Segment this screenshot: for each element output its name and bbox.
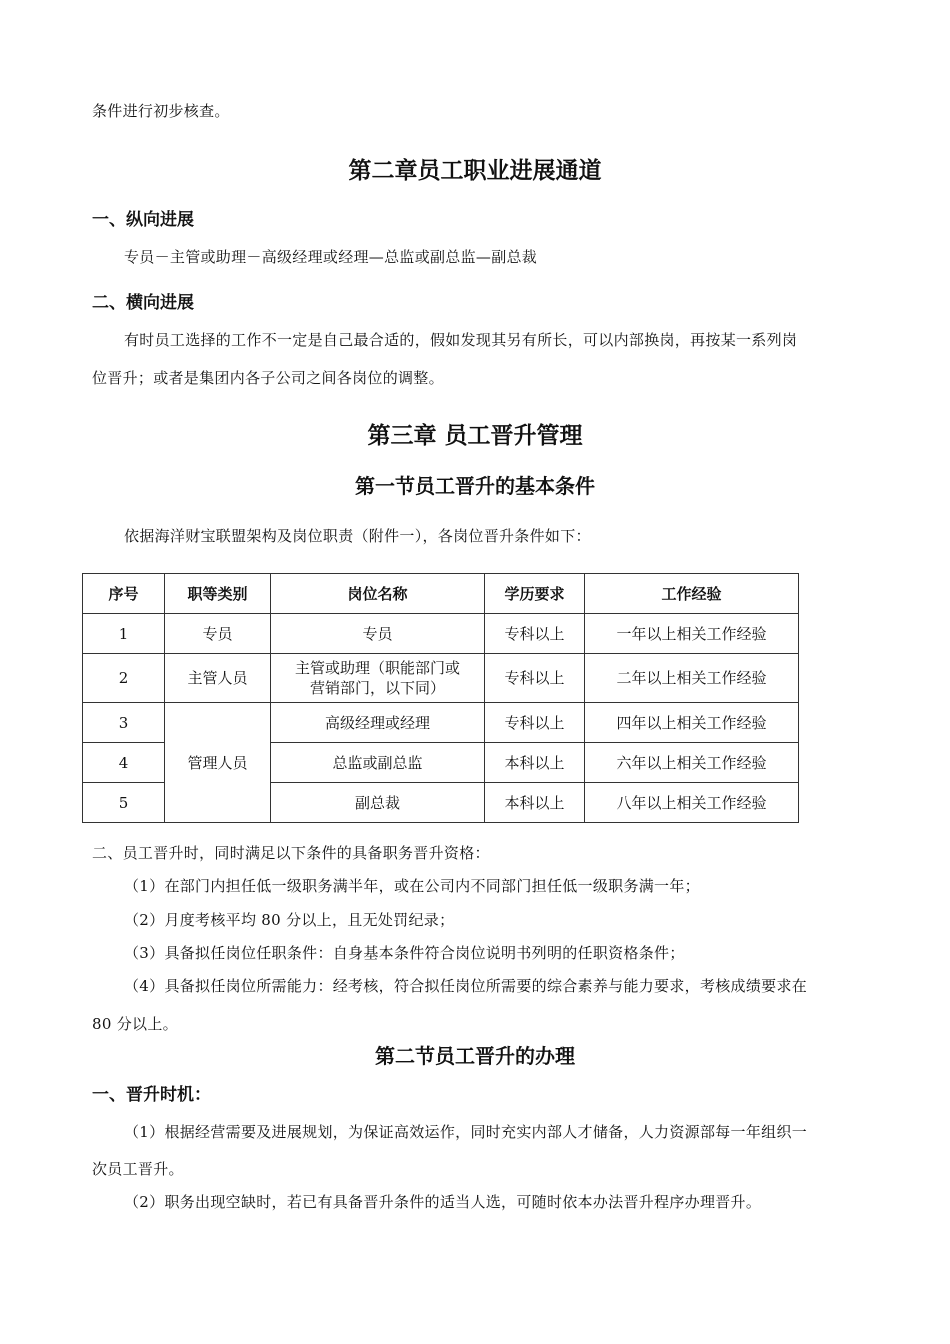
cell-no: 2 [83,654,165,703]
timing-1-line2: 次员工晋升。 [92,1160,184,1178]
cell-position: 总监或副总监 [271,743,485,783]
cell-position-line2: 营销部门，以下同） [309,679,445,697]
cell-position: 高级经理或经理 [271,703,485,743]
cell-experience: 四年以上相关工作经验 [585,703,799,743]
section1-intro: 依据海洋财宝联盟架构及岗位职责（附件一），各岗位晋升条件如下： [124,527,591,545]
cell-education: 专科以上 [485,703,585,743]
cell-education: 本科以上 [485,783,585,823]
cell-position: 专员 [271,614,485,654]
timing-heading: 一、晋升时机： [92,1085,211,1105]
table-row [83,703,799,743]
table-row [83,614,799,654]
section1-title: 第一节员工晋升的基本条件 [355,474,595,498]
cell-position: 副总裁 [271,783,485,823]
cell-category: 主管人员 [165,654,271,703]
header-experience: 工作经验 [585,574,799,614]
table-header-row [83,574,799,614]
cell-no: 3 [83,703,165,743]
promotion-requirements-table [82,573,799,823]
section2-title: 第二节员工晋升的办理 [375,1044,575,1068]
cell-education: 专科以上 [485,614,585,654]
sec-vertical-text: 专员－主管或助理－高级经理或经理—总监或副总监—副总裁 [124,248,538,266]
header-education: 学历要求 [485,574,585,614]
cell-category: 专员 [165,614,271,654]
condition-3: （3）具备拟任岗位任职条件：自身基本条件符合岗位说明书列明的任职资格条件； [124,944,685,962]
condition-2: （2）月度考核平均 80 分以上，且无处罚纪录； [124,911,455,929]
chapter2-title: 第二章员工职业进展通道 [348,157,602,184]
cell-experience: 一年以上相关工作经验 [585,614,799,654]
cell-education: 专科以上 [485,654,585,703]
header-no: 序号 [83,574,165,614]
condition-1: （1）在部门内担任低一级职务满半年，或在公司内不同部门担任低一级职务满一年； [124,877,700,895]
header-category: 职等类别 [165,574,271,614]
cell-position [271,654,485,703]
cell-experience: 六年以上相关工作经验 [585,743,799,783]
cell-no: 5 [83,783,165,823]
condition-4-line2: 80 分以上。 [92,1015,178,1033]
conditions-heading: 二、员工晋升时，同时满足以下条件的具备职务晋升资格： [92,844,490,862]
cell-category-merged: 管理人员 [165,703,271,823]
sec-horizontal-line2: 位晋升；或者是集团内各子公司之间各岗位的调整。 [92,369,444,387]
cell-no: 4 [83,743,165,783]
cell-position-line1: 主管或助理（职能部门或 [294,659,460,677]
header-position: 岗位名称 [271,574,485,614]
chapter3-title: 第三章 员工晋升管理 [367,422,583,449]
sec-horizontal-line1: 有时员工选择的工作不一定是自己最合适的，假如发现其另有所长，可以内部换岗，再按某一系列岗 [124,331,798,349]
condition-4-line1: （4）具备拟任岗位所需能力：经考核，符合拟任岗位所需要的综合素养与能力要求，考核成绩要求在 [124,977,808,995]
timing-2: （2）职务出现空缺时，若已有具备晋升条件的适当人选，可随时依本办法晋升程序办理晋升。 [124,1193,762,1211]
cell-experience: 八年以上相关工作经验 [585,783,799,823]
sec-vertical-heading: 一、纵向进展 [92,210,194,230]
cell-no: 1 [83,614,165,654]
table-row [83,654,799,703]
intro-fragment: 条件进行初步核查。 [92,102,230,120]
sec-horizontal-heading: 二、横向进展 [92,293,194,313]
timing-1-line1: （1）根据经营需要及进展规划，为保证高效运作，同时充实内部人才储备，人力资源部每一年组织一 [124,1123,808,1141]
cell-education: 本科以上 [485,743,585,783]
cell-experience: 二年以上相关工作经验 [585,654,799,703]
